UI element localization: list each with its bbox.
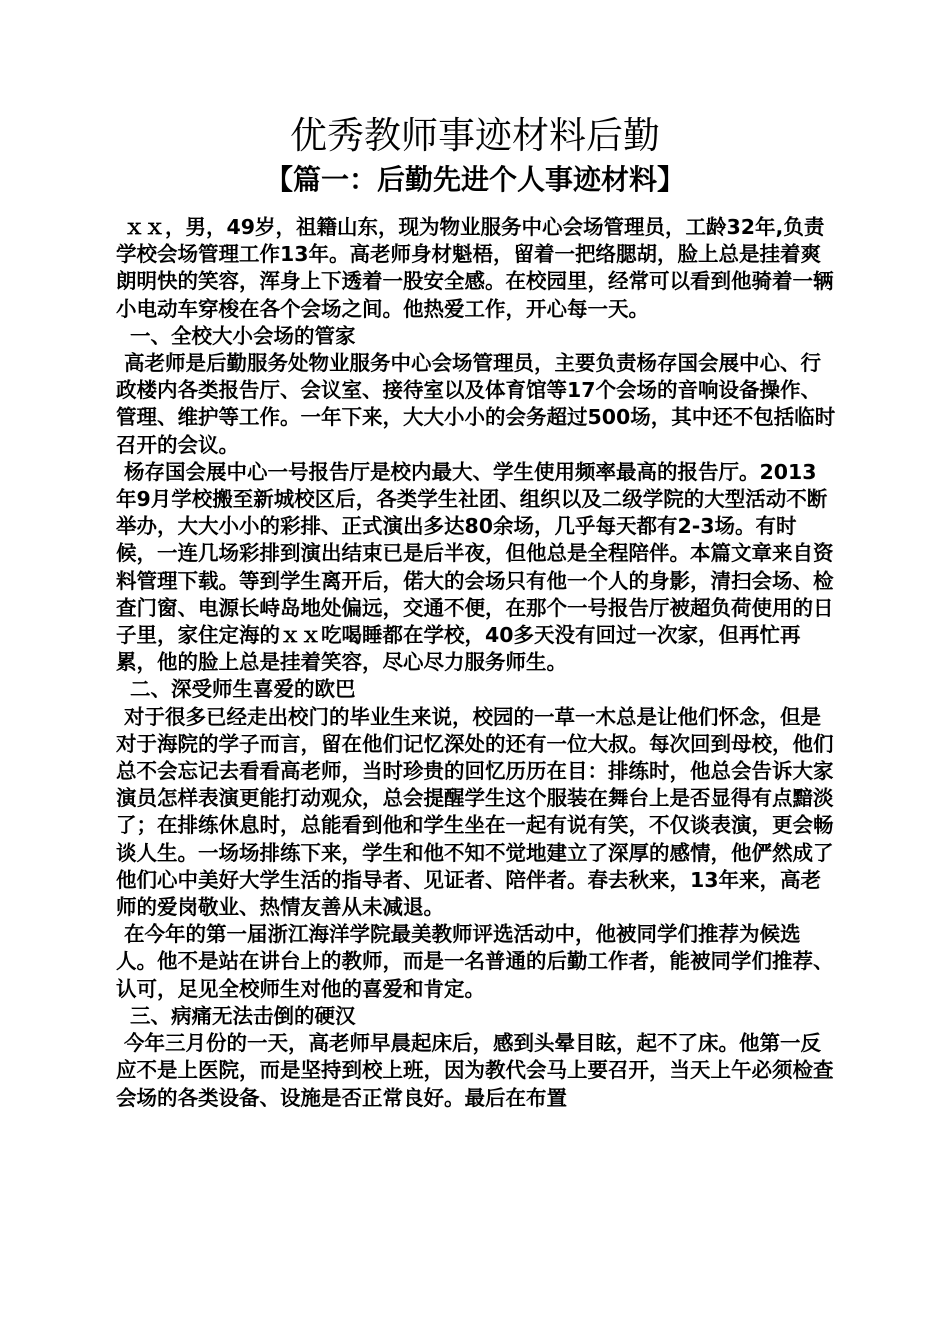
body-paragraph: 对于很多已经走出校门的毕业生来说，校园的一草一木总是让他们怀念，但是对于海院的学子而言，留在他们记忆深处的还有一位大叔。每次回到母校，他们总不会忘记去看看高老师，当时珍贵的回忆历历在目：排练时，他总会告诉大家演员怎样表演更能打动观众，总会提醒学生这个服装在舞台上是否显得有点黯淡了；在排练休息时，总能看到他和学生坐在一起有说有笑，不仅谈表演，更会畅谈人生。一场场排练下来，学生和他不知不觉地建立了深厚的感情，他俨然成了他们心中美好大学生活的指导者、见证者、陪伴者。春去秋来，13年来，高老师的爱岗敬业、热情友善从未减退。 bbox=[116, 704, 834, 920]
section-heading: 一、全校大小会场的管家 bbox=[130, 323, 356, 348]
body-paragraph: 在今年的第一届浙江海洋学院最美教师评选活动中，他被同学们推荐为候选人。他不是站在讲台上的教师，而是一名普通的后勤工作者，能被同学们推荐、认可，足见全校师生对他的喜爱和肯定。 bbox=[116, 922, 834, 1001]
body-paragraph: 今年三月份的一天，高老师早晨起床后，感到头晕目眩，起不了床。他第一反应不是上医院，而是坚持到校上班，因为教代会马上要召开，当天上午必须检查会场的各类设备、设施是否正常良好。最后在布置 bbox=[116, 1031, 834, 1110]
document-body bbox=[116, 214, 836, 1112]
document-subtitle: 【篇一：后勤先进个人事迹材料】 bbox=[264, 163, 685, 196]
body-paragraph: 杨存国会展中心一号报告厅是校内最大、学生使用频率最高的报告厅。2013年9月学校搬至新城校区后，各类学生社团、组织以及二级学院的大型活动不断举办，大大小小的彩排、正式演出多达80余场，几乎每天都有2-3场。有时候，一连几场彩排到演出结束已是后半夜，但他总是全程陪伴。本篇文章来自资料管理下载。等到学生离开后，偌大的会场只有他一个人的身影，清扫会场、检查门窗、电源长峙岛地处偏远，交通不便，在那个一号报告厅被超负荷使用的日子里，家住定海的ｘｘ吃喝睡都在学校，40多天没有回过一次家，但再忙再累，他的脸上总是挂着笑容，尽心尽力服务师生。 bbox=[116, 459, 834, 675]
body-paragraph: 高老师是后勤服务处物业服务中心会场管理员，主要负责杨存国会展中心、行政楼内各类报告厅、会议室、接待室以及体育馆等17个会场的音响设备操作、管理、维护等工作。一年下来，大大小小的会务超过500场，其中还不包括临时召开的会议。 bbox=[116, 351, 836, 457]
section-heading: 三、病痛无法击倒的硬汉 bbox=[130, 1003, 356, 1028]
body-paragraph: ｘｘ，男，49岁，祖籍山东，现为物业服务中心会场管理员，工龄32年,负责学校会场管理工作13年。高老师身材魁梧，留着一把络腮胡，脸上总是挂着爽朗明快的笑容，浑身上下透着一股安全感。在校园里，经常可以看到他骑着一辆小电动车穿梭在各个会场之间。他热爱工作，开心每一天。 bbox=[116, 215, 834, 321]
document-title: 优秀教师事迹材料后勤 bbox=[290, 114, 660, 157]
section-heading: 二、深受师生喜爱的欧巴 bbox=[130, 677, 356, 702]
